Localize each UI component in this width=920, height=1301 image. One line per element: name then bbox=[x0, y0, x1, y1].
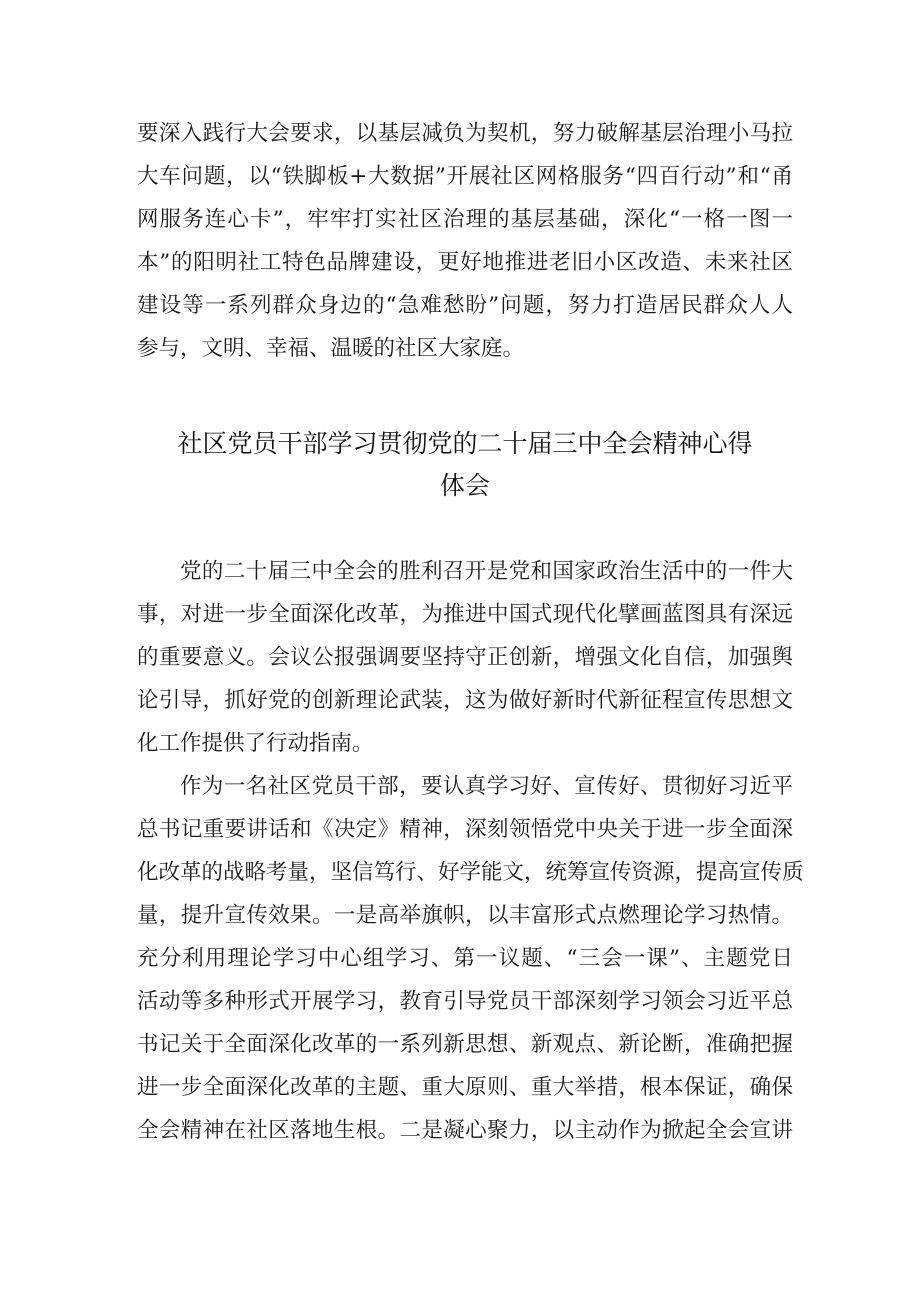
paragraph-line: 活动等多种形式开展学习，教育引导党员干部深刻学习领会习近平总 bbox=[137, 989, 793, 1014]
paragraph-line: 建设等一系列群众身边的“急难愁盼”问题，努力打造居民群众人人 bbox=[137, 293, 793, 318]
body-text bbox=[137, 550, 804, 1152]
paragraph-line: 事，对进一步全面深化改革，为推进中国式现代化擘画蓝图具有深远 bbox=[137, 602, 793, 627]
paragraph-line: 化工作提供了行动指南。 bbox=[137, 731, 374, 756]
paragraph-line: 的重要意义。会议公报强调要坚持守正创新，增强文化自信，加强舆 bbox=[137, 645, 793, 670]
paragraph-line: 大车问题，以“铁脚板+大数据”开展社区网格服务“四百行动”和“甬 bbox=[137, 164, 793, 189]
paragraph-line: 充分利用理论学习中心组学习、第一议题、“三会一课”、主题党日 bbox=[137, 946, 793, 971]
paragraph-line: 网服务连心卡”，牢牢打实社区治理的基层基础，深化“一格一图一 bbox=[137, 207, 793, 232]
document-title-continued: 体会 bbox=[439, 471, 490, 500]
paragraph-line: 全会精神在社区落地生根。二是凝心聚力，以主动作为掀起全会宣讲 bbox=[137, 1118, 793, 1143]
document-title: 社区党员干部学习贯彻党的二十届三中全会精神心得 bbox=[177, 429, 753, 458]
paragraph-line: 进一步全面深化改革的主题、重大原则、重大举措，根本保证，确保 bbox=[137, 1075, 793, 1100]
paragraph-line: 论引导，抓好党的创新理论武装，这为做好新时代新征程宣传思想文 bbox=[137, 688, 793, 713]
paragraph-line: 要深入践行大会要求，以基层减负为契机，努力破解基层治理小马拉 bbox=[137, 121, 793, 146]
paragraph-line: 总书记重要讲话和《决定》精神，深刻领悟党中央关于进一步全面深 bbox=[137, 817, 793, 842]
paragraph-line: 作为一名社区党员干部，要认真学习好、宣传好、贯彻好习近平 bbox=[180, 774, 793, 799]
paragraph-line: 量，提升宣传效果。一是高举旗帜，以丰富形式点燃理论学习热情。 bbox=[137, 903, 793, 928]
paragraph-line: 本”的阳明社工特色品牌建设，更好地推进老旧小区改造、未来社区 bbox=[137, 250, 793, 275]
paragraph-line: 化改革的战略考量，坚信笃行、好学能文，统筹宣传资源，提高宣传质 bbox=[137, 860, 804, 885]
paragraph-line: 书记关于全面深化改革的一系列新思想、新观点、新论断，准确把握 bbox=[137, 1032, 793, 1057]
paragraph-line: 参与，文明、幸福、温暖的社区大家庭。 bbox=[137, 336, 525, 361]
continuation-paragraph bbox=[137, 112, 793, 370]
paragraph-line: 党的二十届三中全会的胜利召开是党和国家政治生活中的一件大 bbox=[180, 559, 793, 584]
